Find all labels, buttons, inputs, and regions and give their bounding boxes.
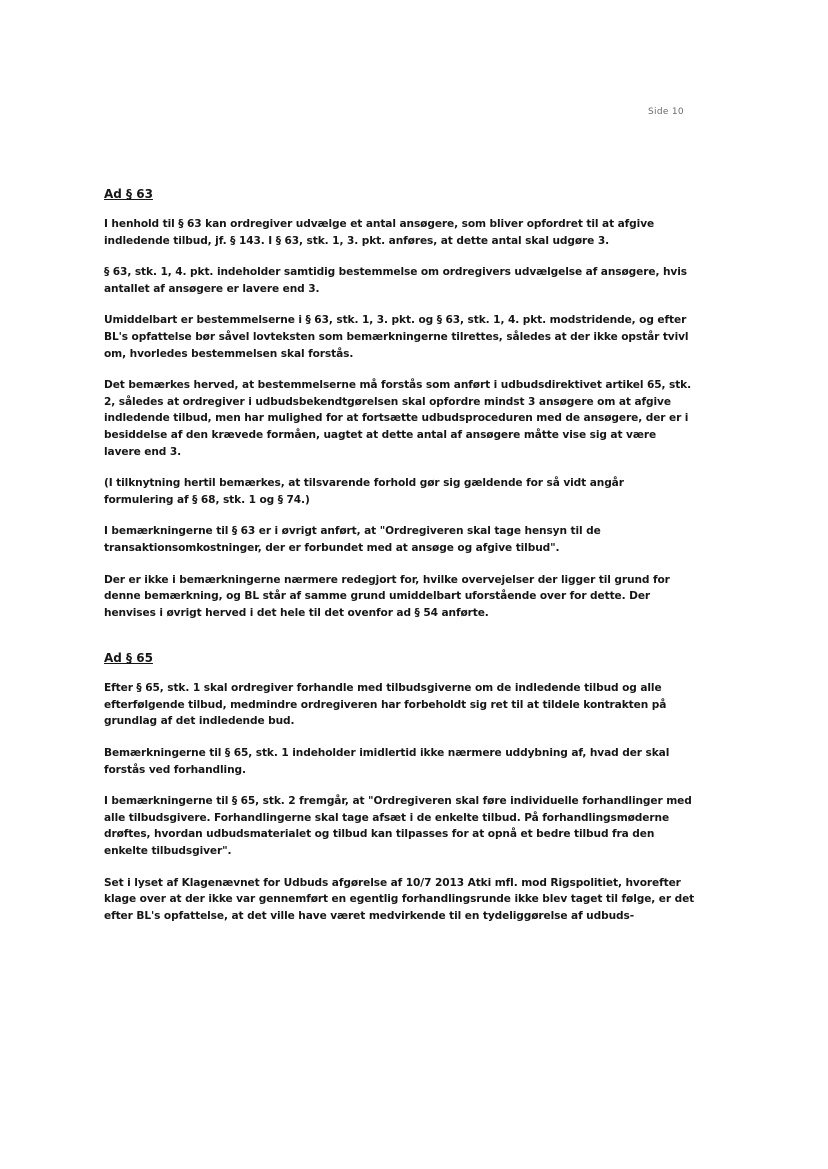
paragraph: Efter § 65, stk. 1 skal ordregiver forhandle med tilbudsgiverne om de indledende tilbud og alle efterfølgende tilbud, medmindre ordregiveren har forbeholdt sig ret til at tildele kontrakten på grundlag af det indledende bud.: [104, 682, 667, 728]
document-body: [104, 186, 696, 939]
paragraph: Set i lyset af Klagenævnet for Udbuds afgørelse af 10/7 2013 Atki mfl. mod Rigspolitiet, hvorefter klage over at der ikke var gennemført en egentlig forhandlingsrunde ikke blev taget til følge, er det efter BL's opfattelse, at det ville have været medvirkende til en tydeliggørelse af udbuds-: [104, 876, 695, 922]
paragraph: I bemærkningerne til § 65, stk. 2 fremgår, at "Ordregiveren skal føre individuelle forhandlinger med alle tilbudsgivere. Forhandlingerne skal tage afsæt i de enkelte tilbud. På forhandlingsmøderne drøftes, hvordan udbudsmaterialet og tilbud kan tilpasses for at opnå et bedre tilbud fra den enkelte tilbudsgiver".: [104, 795, 692, 858]
paragraph: (I tilknytning hertil bemærkes, at tilsvarende forhold gør sig gældende for så vidt angår formulering af § 68, stk. 1 og § 74.): [104, 477, 624, 506]
section-ad-65: [104, 650, 696, 924]
paragraph: I henhold til § 63 kan ordregiver udvælge et antal ansøgere, som bliver opfordret til at afgive indledende tilbud, jf. § 143. I § 63, stk. 1, 3. pkt. anføres, at dette antal skal udgøre 3.: [104, 218, 655, 247]
section-heading: Ad § 63: [104, 187, 153, 201]
section-heading: Ad § 65: [104, 651, 153, 666]
paragraph: § 63, stk. 1, 4. pkt. indeholder samtidig bestemmelse om ordregivers udvælgelse af ansøgere, hvis antallet af ansøgere er lavere end 3.: [104, 266, 687, 295]
paragraph: Det bemærkes herved, at bestemmelserne må forstås som anført i udbudsdirektivet artikel 65, stk. 2, således at ordregiver i udbudsbekendtgørelsen skal opfordre mindst 3 ansøgere om at afgive indledende tilbud, men har mulighed for at fortsætte udbudsproceduren med de ansøgere, der er i besiddelse af den krævede formåen, uagtet at dette antal af ansøgere måtte vise sig at være lavere end 3.: [104, 379, 692, 458]
paragraph: Umiddelbart er bestemmelserne i § 63, stk. 1, 3. pkt. og § 63, stk. 1, 4. pkt. modstridende, og efter BL's opfattelse bør såvel lovteksten som bemærkningerne tilrettes, således at der ikke opstår tvivl om, hvorledes bestemmelsen skal forstås.: [104, 314, 689, 360]
paragraph: Der er ikke i bemærkningerne nærmere redegjort for, hvilke overvejelser der ligger til grund for denne bemærkning, og BL står af samme grund umiddelbart uforstående over for dette. Der henvises i øvrigt herved i det hele til det ovenfor ad § 54 anførte.: [104, 573, 670, 619]
section-spacer: [104, 636, 696, 650]
paragraph: I bemærkningerne til § 63 er i øvrigt anført, at "Ordregiveren skal tage hensyn til de transaktionsomkostninger, der er forbundet med at ansøge og afgive tilbud".: [104, 525, 601, 554]
section-ad-63: [104, 186, 696, 621]
page-number: Side 10: [648, 107, 684, 117]
paragraph: Bemærkningerne til § 65, stk. 1 indeholder imidlertid ikke nærmere uddybning af, hvad der skal forstås ved forhandling.: [104, 747, 670, 776]
